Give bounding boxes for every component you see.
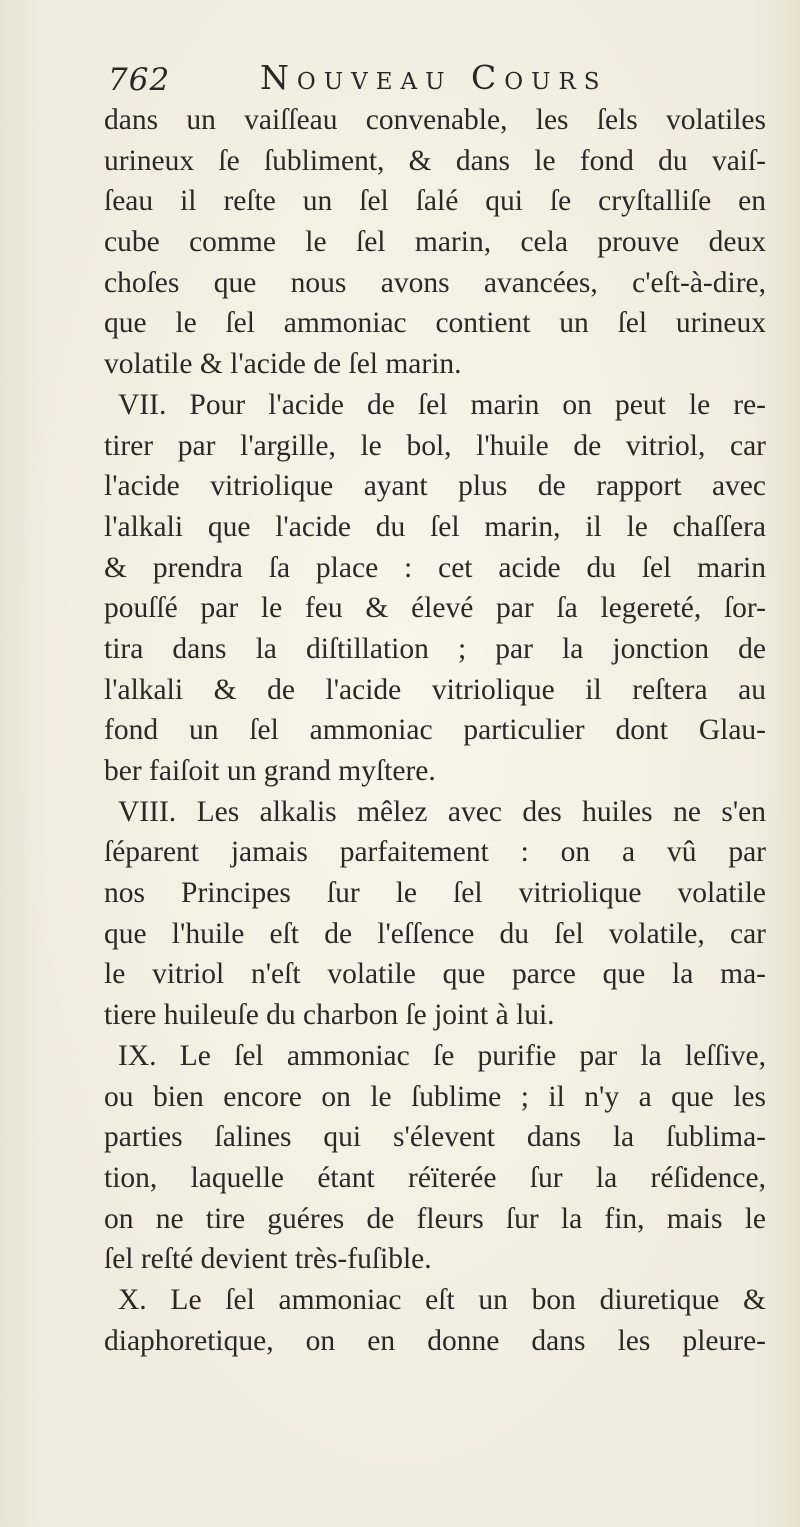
text-line: tion, laquelle étant réïterée ſur la réſidence, <box>104 1161 766 1194</box>
paragraph-start-line: X. Le ſel ammoniac eſt un bon diuretique & <box>118 1283 766 1316</box>
text-line: pouſſé par le feu & élevé par ſa legereté, ſor- <box>104 592 766 625</box>
text-line: l'alkali que l'acide du ſel marin, il le chaſſera <box>104 510 766 543</box>
text-line: tirer par l'argille, le bol, l'huile de vitriol, car <box>104 429 766 462</box>
text-line: l'acide vitriolique ayant plus de rapport avec <box>104 470 766 503</box>
text-line: diaphoretique, on en donne dans les pleure- <box>104 1324 766 1357</box>
text-line: tira dans la diſtillation ; par la jonction de <box>104 632 766 665</box>
text-line: cube comme le ſel marin, cela prouve deux <box>104 226 766 259</box>
paragraph-start-line: VIII. Les alkalis mêlez avec des huiles ne s'en <box>118 795 766 828</box>
text-line: ſéparent jamais parfaitement : on a vû par <box>104 836 766 869</box>
page-header <box>108 58 768 102</box>
text-line: tiere huileuſe du charbon ſe joint à lui. <box>104 999 555 1032</box>
text-line: dans un vaiſſeau convenable, les ſels volatiles <box>104 104 766 136</box>
text-line: & prendra ſa place : cet acide du ſel marin <box>104 551 766 584</box>
text-line: nos Principes ſur le ſel vitriolique volatile <box>104 877 766 910</box>
text-line: ſel reſté devient très-fuſible. <box>104 1243 432 1276</box>
text-line: urineux ſe ſubliment, & dans le fond du vaiſ- <box>104 144 766 177</box>
running-title: Nouveau Cours <box>260 58 608 97</box>
text-line: que l'huile eſt de l'eſſence du ſel volatile, car <box>104 917 766 950</box>
text-line: parties ſalines qui s'élevent dans la ſublima- <box>104 1121 766 1154</box>
text-line: l'alkali & de l'acide vitriolique il reſtera au <box>104 673 766 706</box>
text-line: ſeau il reſte un ſel ſalé qui ſe cryſtalliſe en <box>104 185 766 218</box>
text-line: fond un ſel ammoniac particulier dont Glau- <box>104 714 766 747</box>
text-line: ber faiſoit un grand myſtere. <box>104 755 436 787</box>
text-line: ou bien encore on le ſublime ; il n'y a que les <box>104 1080 766 1113</box>
paragraph-start-line: VII. Pour l'acide de ſel marin on peut le re- <box>118 388 766 421</box>
text-line: volatile & l'acide de ſel marin. <box>104 348 462 381</box>
page-number: 762 <box>108 62 171 98</box>
text-line: que le ſel ammoniac contient un ſel urineux <box>104 307 766 340</box>
text-line: le vitriol n'eſt volatile que parce que la ma- <box>104 958 766 991</box>
text-line: choſes que nous avons avancées, c'eſt-à-dire, <box>104 266 766 299</box>
paragraph-start-line: IX. Le ſel ammoniac ſe purifie par la leſſive, <box>118 1039 766 1072</box>
text-line: on ne tire guéres de fleurs ſur la fin, mais le <box>104 1202 766 1235</box>
body-text <box>104 100 766 1361</box>
